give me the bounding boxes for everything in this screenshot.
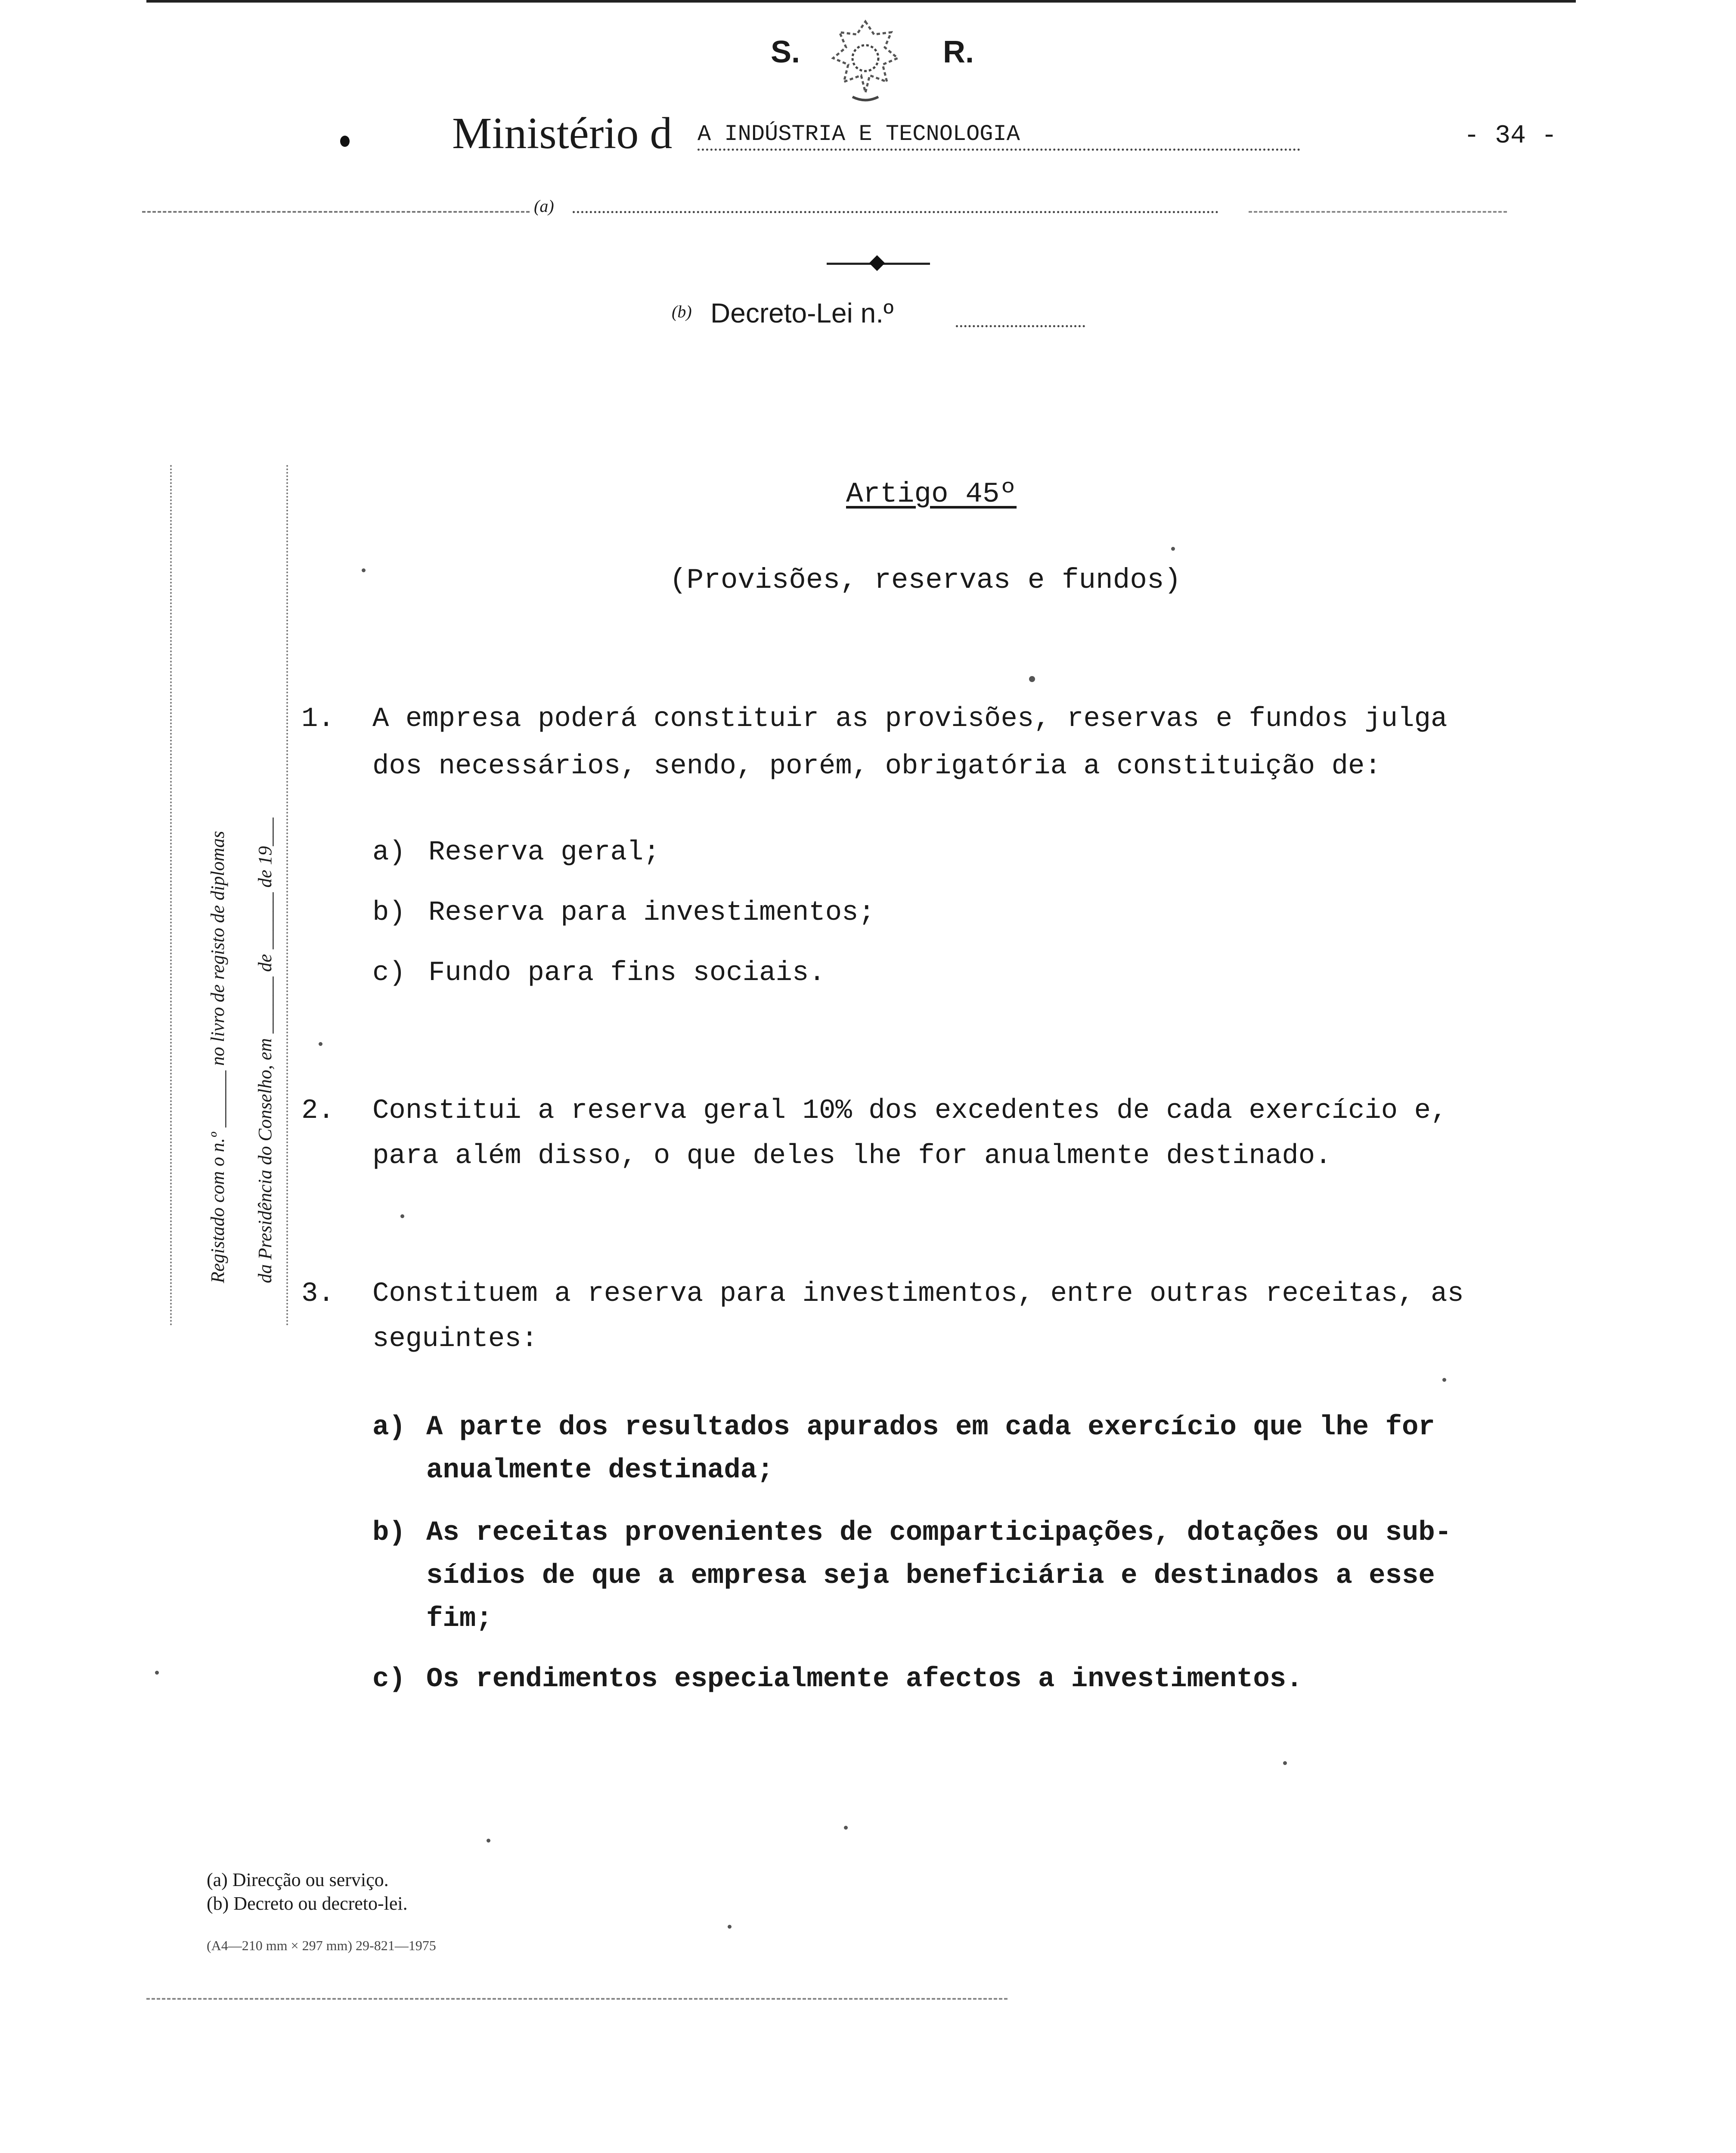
item-1a-label: a): [372, 837, 406, 868]
article-subtitle: (Provisões, reservas e fundos): [670, 564, 1181, 596]
scan-speck: [1442, 1378, 1446, 1382]
paragraph-3-line-1: Constituem a reserva para investimentos, entre outras receitas, as: [372, 1278, 1464, 1309]
item-3b-line-1: As receitas provenientes de comparticipações, dotações ou sub-: [426, 1517, 1452, 1548]
paragraph-3-number: 3.: [301, 1278, 335, 1309]
scan-speck: [1029, 676, 1035, 682]
footnote-a: (a) Direcção ou serviço.: [207, 1869, 389, 1890]
scan-speck: [400, 1214, 404, 1218]
ministry-name: A INDÚSTRIA E TECNOLOGIA: [698, 121, 1300, 151]
field-a-line: [573, 211, 1218, 213]
scan-speck: [728, 1925, 732, 1929]
paragraph-2-line-1: Constitui a reserva geral 10% dos excedentes de cada exercício e,: [372, 1095, 1448, 1126]
scan-speck: [487, 1839, 490, 1843]
paragraph-1-line-1: A empresa poderá constituir as provisões, reservas e fundos julga: [372, 704, 1448, 735]
dashed-left-line: [142, 211, 530, 213]
scan-speck: [362, 568, 366, 572]
article-title: Artigo 45º: [846, 478, 1017, 510]
item-3b-label: b): [372, 1517, 406, 1548]
paragraph-2-line-2: para além disso, o que deles lhe for anualmente destinado.: [372, 1141, 1332, 1172]
top-border: [146, 0, 1576, 3]
paragraph-1-line-2: dos necessários, sendo, porém, obrigatória a constituição de:: [372, 751, 1381, 782]
coat-of-arms-seal: [827, 17, 904, 103]
field-b-marker: (b): [672, 302, 692, 321]
bottom-dashed-line: [146, 1998, 1008, 2000]
paragraph-2-number: 2.: [301, 1095, 335, 1126]
item-3a-label: a): [372, 1412, 406, 1443]
scan-speck: [155, 1671, 159, 1675]
margin-rule-inner: [286, 465, 288, 1326]
item-3b-line-2: sídios de que a empresa seja beneficiária e destinados a esse: [426, 1560, 1435, 1591]
item-3c-label: c): [372, 1664, 406, 1695]
page-number: - 34 -: [1464, 121, 1557, 151]
scan-speck: [844, 1826, 848, 1830]
item-3c-line-1: Os rendimentos especialmente afectos a investimentos.: [426, 1664, 1303, 1695]
item-3b-line-3: fim;: [426, 1604, 493, 1635]
ornament-diamond: [869, 255, 885, 271]
margin-registration-note: Registado com o n.º ______ no livro de registo de diplomas: [207, 831, 228, 1283]
item-3a-line-1: A parte dos resultados apurados em cada exercício que lhe for: [426, 1412, 1435, 1443]
item-1b-label: b): [372, 897, 406, 928]
item-1a-text: Reserva geral;: [428, 837, 660, 868]
margin-council-note: da Presidência do Conselho, em ______ de ______ de 19___: [254, 817, 276, 1283]
ministry-prefix: Ministério d: [452, 109, 673, 158]
print-info: (A4—210 mm × 297 mm) 29-821—1975: [207, 1938, 436, 1953]
decree-label: Decreto-Lei n.º: [710, 298, 894, 329]
item-1b-text: Reserva para investimentos;: [428, 897, 875, 928]
paragraph-1-number: 1.: [301, 704, 335, 735]
bullet-mark: [340, 136, 350, 147]
item-1c-text: Fundo para fins sociais.: [428, 958, 825, 989]
footnote-b: (b) Decreto ou decreto-lei.: [207, 1893, 408, 1914]
item-1c-label: c): [372, 958, 406, 989]
field-a-marker: (a): [534, 196, 554, 216]
scan-speck: [319, 1042, 322, 1046]
header-initial-s: S.: [771, 35, 800, 69]
item-3a-line-2: anualmente destinada;: [426, 1455, 774, 1486]
margin-rule-outer: [170, 465, 172, 1326]
dashed-right-line: [1249, 211, 1507, 213]
decree-number-line: [956, 325, 1085, 327]
scan-speck: [1283, 1761, 1287, 1765]
paragraph-3-line-2: seguintes:: [372, 1324, 538, 1355]
header-initial-r: R.: [943, 35, 974, 69]
scan-speck: [1171, 547, 1175, 551]
